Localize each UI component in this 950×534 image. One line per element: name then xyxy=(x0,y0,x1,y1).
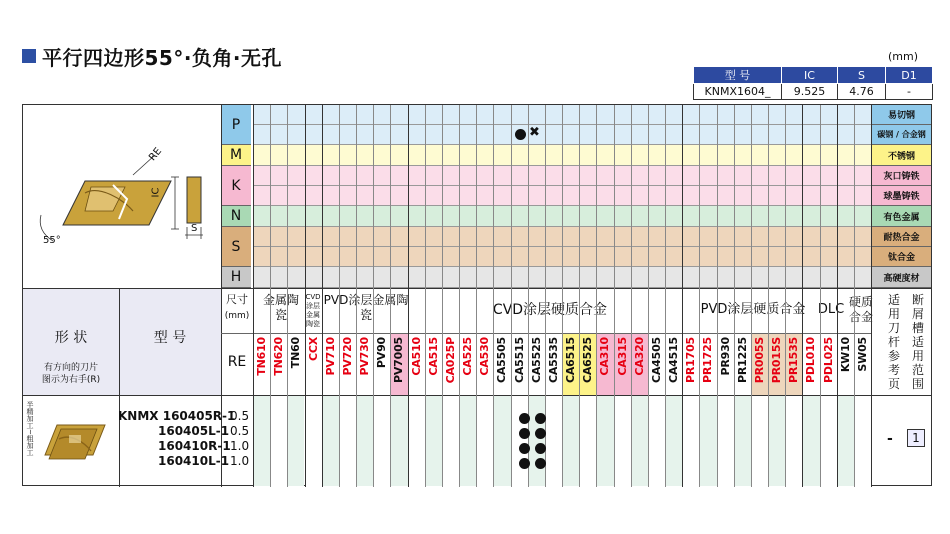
grade-cell xyxy=(855,334,871,395)
grade-label: PR1705 xyxy=(684,337,698,383)
pvd-cermet-header: PVD涂层金属陶瓷 xyxy=(323,293,409,322)
material-s: S xyxy=(221,227,251,267)
re-label: RE xyxy=(147,145,165,164)
grade-cell xyxy=(477,334,493,395)
insert-model-4: 160410L-1 xyxy=(158,454,230,468)
grade-cell xyxy=(632,334,648,395)
grade-row-cell xyxy=(683,396,699,486)
grade-label: CA510 xyxy=(409,337,423,376)
grade-label: TN60 xyxy=(289,337,303,369)
grade-cell xyxy=(323,334,339,395)
grade-label: CA5505 xyxy=(495,337,509,384)
grade-label: PV730 xyxy=(358,337,372,376)
grade-cell xyxy=(409,334,425,395)
re-header: RE xyxy=(227,354,247,370)
pvd-header: PVD涂层硬质合金 xyxy=(700,302,806,317)
workpiece-gray-iron: 灰口铸铁 xyxy=(872,166,931,186)
dot-ca5525-r2 xyxy=(535,428,546,439)
row-label: 半精加工~粗加工 xyxy=(26,401,34,456)
insert-model-1: KNMX 160405R-1 xyxy=(118,409,236,423)
grade-label: CA4515 xyxy=(667,337,681,384)
grade-cell xyxy=(512,334,528,395)
workpiece-carbon-alloy-steel: 碳钢 / 合金钢 xyxy=(872,125,931,145)
insert-image xyxy=(39,419,111,463)
grade-label: CA4505 xyxy=(649,337,663,384)
insert-model-3: 160410R-1 xyxy=(158,439,231,453)
grade-label: PV90 xyxy=(375,337,389,369)
grade-row-cell xyxy=(409,396,425,486)
grade-row-cell xyxy=(340,396,356,486)
dlc-header: DLC xyxy=(817,302,845,317)
grade-label: PR1725 xyxy=(701,337,715,383)
model-header: 型 号 xyxy=(153,330,187,346)
grade-row-cell xyxy=(769,396,785,486)
grade-table xyxy=(22,104,932,486)
grade-label: PV720 xyxy=(340,337,354,376)
grade-cell xyxy=(649,334,665,395)
shape-note-1: 有方向的刀片 xyxy=(43,363,98,373)
grade-label: CA6515 xyxy=(564,337,578,384)
grade-row-cell xyxy=(374,396,390,486)
cvd-cermet-header: CVD涂层金属陶瓷 xyxy=(305,293,321,328)
grade-cell xyxy=(426,334,442,395)
grade-cell xyxy=(786,334,802,395)
dot-ca5525-r3 xyxy=(535,443,546,454)
material-m: M xyxy=(221,145,251,166)
grade-row-cell xyxy=(752,396,768,486)
cermet-header: 金属陶瓷 xyxy=(262,293,299,322)
spec-model: KNMX1604_ xyxy=(694,84,782,100)
grade-label: CA515 xyxy=(426,337,440,376)
grade-cell xyxy=(494,334,510,395)
grade-cell xyxy=(374,334,390,395)
workpiece-nonferrous: 有色金属 xyxy=(872,206,931,227)
insert-re-2: 0.5 xyxy=(230,424,250,438)
grade-row-cell xyxy=(632,396,648,486)
dot-ca5525-r4 xyxy=(535,458,546,469)
grade-cell xyxy=(803,334,819,395)
grade-row-cell xyxy=(597,396,613,486)
grade-cell xyxy=(597,334,613,395)
grade-label: PR005S xyxy=(752,337,766,384)
grade-row-cell xyxy=(649,396,665,486)
grade-row-cell xyxy=(580,396,596,486)
size-header: 尺寸 xyxy=(226,293,248,306)
grade-cell xyxy=(306,334,322,395)
grade-label: CA315 xyxy=(615,337,629,376)
dot-ca5515-r2 xyxy=(519,428,530,439)
spec-d1: - xyxy=(886,84,933,100)
s-label: S xyxy=(191,223,198,234)
size-unit: (mm) xyxy=(224,311,250,321)
grade-row-cell xyxy=(529,396,545,486)
grade-row-cell xyxy=(391,396,407,486)
grade-row-cell xyxy=(323,396,339,486)
title-square-icon xyxy=(22,49,36,63)
dot-ca5515-r3 xyxy=(519,443,530,454)
spec-header-model: 型 号 xyxy=(694,67,782,84)
insert-model-2: 160405L-1 xyxy=(158,424,230,438)
grade-row-cell xyxy=(666,396,682,486)
grade-row-cell xyxy=(443,396,459,486)
grade-label: CCX xyxy=(306,337,320,362)
spec-header-ic: IC xyxy=(782,67,838,84)
grade-label: SW05 xyxy=(855,337,869,372)
workpiece-ductile-iron: 球墨铸铁 xyxy=(872,186,931,206)
grade-label: CA310 xyxy=(598,337,612,376)
cvd-header: CVD涂层硬质合金 xyxy=(492,302,608,318)
grade-row-cell xyxy=(306,396,322,486)
material-k: K xyxy=(221,166,251,206)
grade-cell xyxy=(821,334,837,395)
grade-label: CA025P xyxy=(443,337,457,384)
grade-label: TN610 xyxy=(255,337,268,376)
grade-cell xyxy=(546,334,562,395)
material-n: N xyxy=(221,206,251,227)
spec-s: 4.76 xyxy=(838,84,886,100)
grade-row-cell xyxy=(786,396,802,486)
grade-cell xyxy=(752,334,768,395)
grade-row-cell xyxy=(460,396,476,486)
page-title: 平行四边形55°·负角·无孔 xyxy=(22,44,282,68)
grade-cell xyxy=(357,334,373,395)
grade-label: CA320 xyxy=(632,337,646,376)
grade-cell xyxy=(340,334,356,395)
grade-row-cell xyxy=(563,396,579,486)
grade-row-cell xyxy=(855,396,871,486)
grade-label: PR1225 xyxy=(735,337,749,383)
grade-label: CA5515 xyxy=(512,337,526,384)
grade-label: PR1535 xyxy=(787,337,801,383)
grade-row-cell xyxy=(700,396,716,486)
material-p: P xyxy=(221,105,251,145)
holder-header: 适用刀杆参考页 xyxy=(887,293,900,391)
grade-label: CA5535 xyxy=(546,337,560,384)
grade-row-cell xyxy=(838,396,854,486)
p-band-dot xyxy=(515,129,526,140)
grade-label: TN620 xyxy=(272,337,286,376)
grade-row-cell xyxy=(288,396,304,486)
grade-cell xyxy=(529,334,545,395)
spec-header-d1: D1 xyxy=(886,67,933,84)
insert-re-3: 1.0 xyxy=(230,439,250,453)
chipbreaker-header: 断屑槽适用范围 xyxy=(911,293,924,391)
dot-ca5515-r4 xyxy=(519,458,530,469)
grade-cell xyxy=(391,334,407,395)
grade-row-cell xyxy=(271,396,287,486)
grade-column-line xyxy=(871,105,872,487)
grade-row-cell xyxy=(426,396,442,486)
grade-cell xyxy=(563,334,579,395)
chipbreaker-box[interactable]: 1 xyxy=(907,429,925,447)
unit-label: (mm) xyxy=(888,50,919,63)
grade-label: PR930 xyxy=(718,337,732,376)
grade-cell xyxy=(683,334,699,395)
grade-cell xyxy=(254,334,270,395)
grade-row-cell xyxy=(821,396,837,486)
grade-row-cell xyxy=(254,396,270,486)
spec-table xyxy=(693,66,933,100)
grade-label: CA5525 xyxy=(529,337,543,384)
grade-cell xyxy=(443,334,459,395)
grade-row-cell xyxy=(615,396,631,486)
grade-row-cell xyxy=(494,396,510,486)
dot-ca5525-r1 xyxy=(535,413,546,424)
workpiece-free-cutting-steel: 易切钢 xyxy=(872,105,931,125)
grade-cell xyxy=(460,334,476,395)
grade-row-cell xyxy=(803,396,819,486)
grade-row-cell xyxy=(718,396,734,486)
grade-cell xyxy=(580,334,596,395)
grade-label: PR015S xyxy=(770,337,784,384)
insert-re-1: 0.5 xyxy=(230,409,250,423)
grade-label: CA530 xyxy=(478,337,492,376)
holder-page: - xyxy=(887,431,893,447)
angle-label: 55° xyxy=(43,235,61,246)
grade-label: PV710 xyxy=(323,337,337,376)
grade-cell xyxy=(838,334,854,395)
grade-cell xyxy=(769,334,785,395)
grade-row-cell xyxy=(357,396,373,486)
grade-cell xyxy=(615,334,631,395)
insert-re-4: 1.0 xyxy=(230,454,250,468)
workpiece-heat-resistant: 耐热合金 xyxy=(872,227,931,247)
material-h: H xyxy=(221,267,251,288)
insert-diagram xyxy=(25,115,219,275)
carbide-header: 硬质合金 xyxy=(849,295,874,324)
shape-note-2: 图示为右手(R) xyxy=(41,375,101,385)
grade-row-cell xyxy=(546,396,562,486)
workpiece-stainless: 不锈钢 xyxy=(872,145,931,166)
grade-label: PDL025 xyxy=(821,337,835,383)
grade-label: PDL010 xyxy=(804,337,818,383)
grade-cell xyxy=(700,334,716,395)
grade-cell xyxy=(666,334,682,395)
workpiece-titanium: 钛合金 xyxy=(872,247,931,267)
spec-header-s: S xyxy=(838,67,886,84)
grade-label: KW10 xyxy=(838,337,852,373)
grade-cell xyxy=(718,334,734,395)
spec-ic: 9.525 xyxy=(782,84,838,100)
ic-label: IC xyxy=(150,187,162,198)
workpiece-hardened: 高硬度材 xyxy=(872,267,931,288)
grade-label: CA525 xyxy=(461,337,475,376)
grade-row-cell xyxy=(477,396,493,486)
p-band-x-icon: ✖ xyxy=(529,125,540,140)
grade-label: PV7005 xyxy=(392,337,406,383)
grade-row-cell xyxy=(735,396,751,486)
shape-header: 形 状 xyxy=(54,330,88,346)
grade-cell xyxy=(271,334,287,395)
grade-label: CA6525 xyxy=(581,337,595,384)
dot-ca5515-r1 xyxy=(519,413,530,424)
grade-cell xyxy=(288,334,304,395)
grade-row-cell xyxy=(512,396,528,486)
grade-cell xyxy=(735,334,751,395)
